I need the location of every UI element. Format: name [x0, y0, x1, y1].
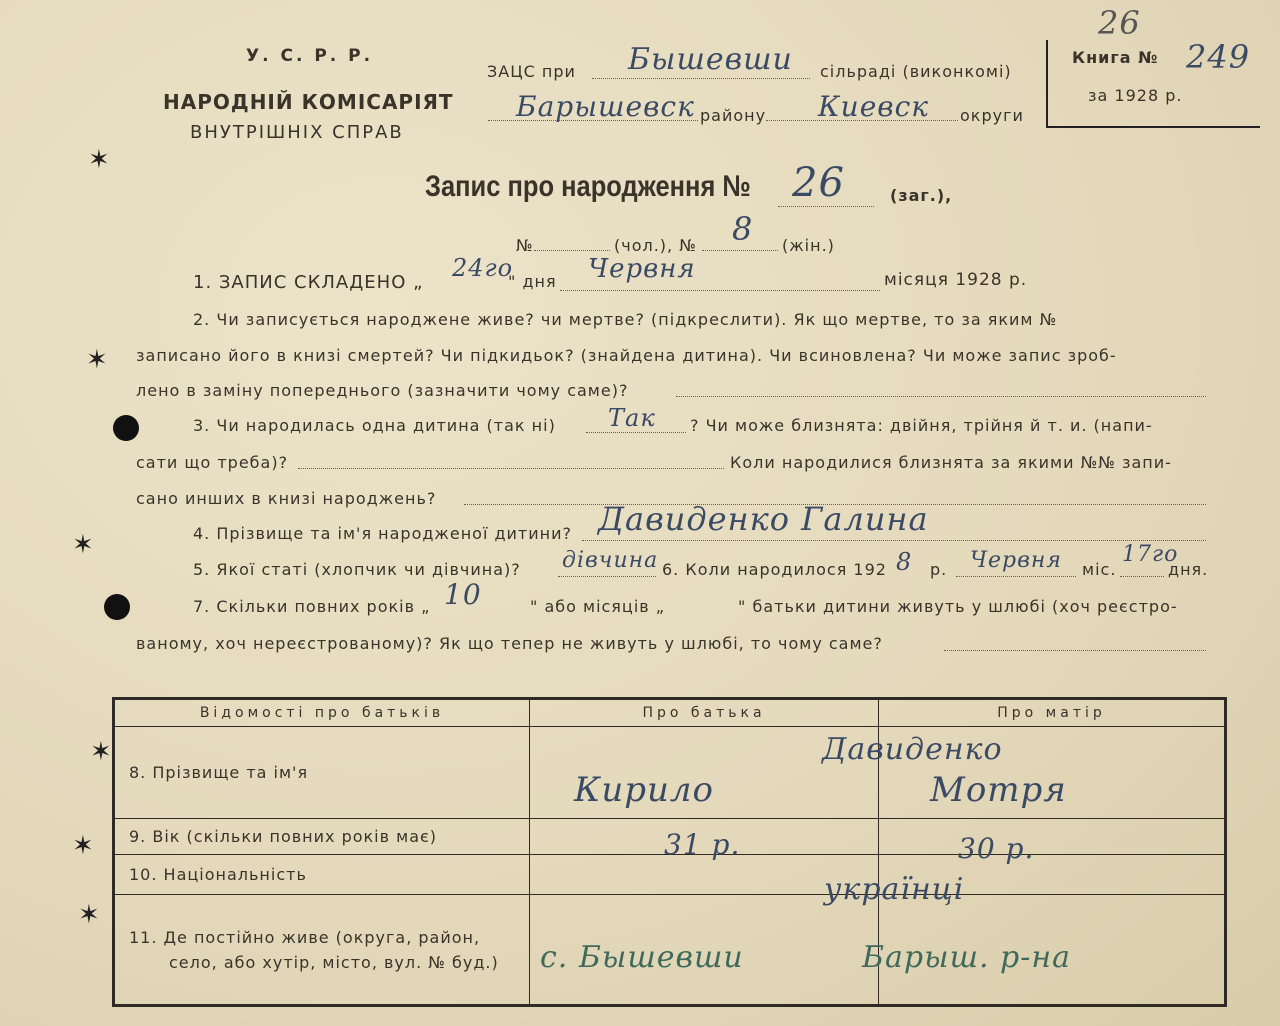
book-top-number: 26 — [1098, 4, 1141, 42]
item4-line — [582, 540, 1206, 541]
item7-years-handwritten: 10 — [444, 578, 482, 611]
item4-child-name-handwritten: Давиденко Галина — [598, 500, 929, 538]
item6-label: 6. Коли народилося 192 — [662, 560, 887, 579]
item1-day-handwritten: 24го — [452, 254, 514, 282]
table-header-row — [114, 699, 1226, 727]
district-label: району — [700, 106, 767, 125]
item2-line1: 2. Чи записується народжене живе? чи мертве? (підкреслити). Як що мертве, то за яким № — [193, 310, 1058, 329]
item1-day-suffix: " дня — [508, 272, 557, 291]
tack-mark: ✶ — [72, 530, 94, 560]
tack-mark: ✶ — [86, 345, 108, 375]
tack-mark: ✶ — [88, 145, 110, 175]
row11-father-handwritten: с. Бышевши — [540, 940, 744, 975]
item6-year-handwritten: 8 — [896, 548, 913, 576]
item6-month-handwritten: Червня — [970, 548, 1062, 573]
item6-mis: міс. — [1082, 560, 1117, 579]
row9-father-handwritten: 31 р. — [664, 828, 741, 861]
row9-label: 9. Вік (скільки повних років має) — [114, 819, 530, 855]
item3-twins-line — [298, 468, 724, 469]
okruha-label: округи — [960, 106, 1024, 125]
item7-reason-line — [944, 650, 1206, 651]
male-number-label: (чол.), № — [614, 236, 697, 255]
book-number-handwritten: 249 — [1186, 38, 1251, 76]
title-suffix: (заг.), — [890, 186, 953, 205]
item1-month-line — [560, 290, 880, 291]
item3-line1-suffix: ? Чи може близнята: двійня, трійня й т. и. (напи- — [690, 416, 1153, 435]
row8-label: 8. Прізвище та ім'я — [114, 727, 530, 819]
item3-line3: сано инших в книзі народжень? — [136, 489, 437, 508]
village-line — [592, 78, 810, 79]
item5-label: 5. Якої статі (хлопчик чи дівчина)? — [193, 560, 521, 579]
item2-line3: лено в заміну попереднього (зазначити чому саме)? — [136, 381, 629, 400]
item2-line2: записано його в книзі смертей? Чи підкидьок? (знайдена дитина). Чи всиновлена? Чи може запис зроб- — [136, 346, 1117, 365]
binder-hole — [104, 594, 130, 620]
row8-father-handwritten: Кирило — [574, 770, 714, 810]
row9-mother-handwritten: 30 р. — [958, 832, 1035, 865]
item4-label: 4. Прізвище та ім'я народженої дитини? — [193, 524, 572, 543]
row10-label: 10. Національність — [114, 855, 530, 895]
row11-label-cell — [114, 895, 530, 1006]
commissariat-heading: НАРОДНІЙ КОМІСАРІЯТ — [163, 90, 454, 114]
tack-mark: ✶ — [72, 831, 94, 861]
village-council-label: сільраді (виконкомі) — [820, 62, 1012, 81]
title-number-handwritten: 26 — [792, 160, 845, 206]
binder-hole — [113, 415, 139, 441]
item3-line1-prefix: 3. Чи народилась одна дитина (так ні) — [193, 416, 556, 435]
male-number-line — [534, 250, 610, 251]
subnumber-no-label: № — [516, 236, 534, 255]
tack-mark: ✶ — [78, 900, 100, 930]
village-handwritten: Бышевши — [628, 42, 793, 77]
item7-suffix: " батьки дитини живуть у шлюбі (хоч реєстро- — [738, 597, 1178, 616]
item6-month-line — [956, 576, 1076, 577]
zags-label: ЗАЦС при — [487, 62, 576, 81]
title-number-line — [778, 206, 874, 207]
col-header-father: Про батька — [530, 699, 879, 727]
item7-line2: ваному, хоч нереєстрованому)? Як що тепер не живуть у шлюбі, то чому саме? — [136, 634, 883, 653]
item3-line2-suffix: Коли народилися близнята за якими №№ запи- — [730, 453, 1172, 472]
item5-line — [558, 576, 656, 577]
ussr-heading: У. С. Р. Р. — [246, 46, 374, 66]
item1-month-handwritten: Червня — [588, 254, 696, 284]
item6-day-line — [1120, 576, 1164, 577]
item3-answer-line — [586, 432, 686, 433]
item3-line2-prefix: сати що треба)? — [136, 453, 289, 472]
item5-sex-handwritten: дівчина — [562, 548, 659, 573]
row11-mother-handwritten: Барыш. р-на — [862, 940, 1072, 975]
item1-label: 1. ЗАПИС СКЛАДЕНО „ — [193, 272, 424, 293]
female-number-handwritten: 8 — [732, 210, 754, 248]
item2-answer-line — [676, 396, 1206, 397]
record-title: Запис про народження № — [425, 170, 751, 203]
item6-r: р. — [930, 560, 948, 579]
female-number-line — [702, 250, 778, 251]
item7-mid: " або місяців „ — [530, 597, 666, 616]
item7-prefix: 7. Скільки повних років „ — [193, 597, 431, 616]
row11-label-line2: село, або хутір, місто, вул. № буд.) — [169, 952, 499, 972]
col-header-info: Відомості про батьків — [114, 699, 530, 727]
okruha-handwritten: Киевск — [818, 90, 929, 123]
district-handwritten: Барышевск — [516, 90, 695, 123]
item1-year: місяця 1928 р. — [884, 270, 1028, 290]
internal-affairs-heading: ВНУТРІШНІХ СПРАВ — [190, 122, 404, 143]
tack-mark: ✶ — [90, 737, 112, 767]
row8-mother-handwritten: Мотря — [930, 770, 1067, 810]
item3-answer-handwritten: Так — [608, 404, 656, 432]
col-header-mother: Про матір — [879, 699, 1226, 727]
female-number-label: (жін.) — [782, 236, 835, 255]
row10-nationality-handwritten: українці — [824, 872, 965, 907]
book-number-label: Книга № — [1072, 48, 1159, 67]
row9-mother-cell — [879, 819, 1226, 855]
row8-surname-handwritten: Давиденко — [822, 732, 1003, 767]
book-year-label: за 1928 р. — [1088, 86, 1183, 105]
row11-label-line1: 11. Де постійно живе (округа, район, — [129, 927, 481, 947]
item6-day-handwritten: 17го — [1122, 542, 1179, 567]
item6-dnia: дня. — [1168, 560, 1209, 579]
